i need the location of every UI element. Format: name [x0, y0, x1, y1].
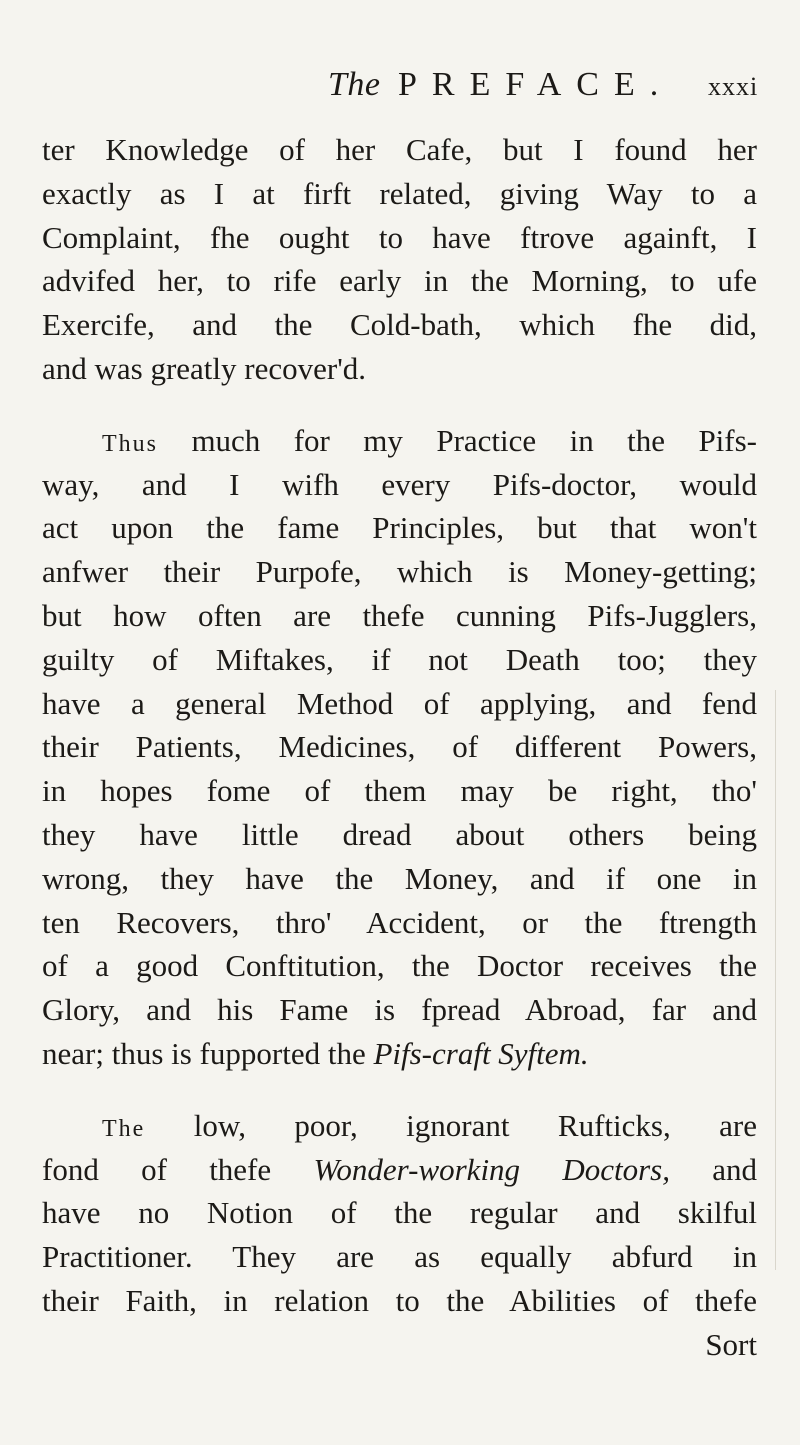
running-head-the: The	[328, 66, 381, 103]
text-fragment: much for my Practice in the Pifs-	[191, 422, 758, 458]
text-line: have no Notion of the regular and skilful	[42, 1195, 757, 1231]
text-fragment: and	[712, 1151, 758, 1187]
text-line: in hopes fome of them may be right, tho'	[42, 773, 757, 809]
text-fragment: low, poor, ignorant Rufticks, are	[193, 1107, 757, 1143]
text-line: ter Knowledge of her Cafe, but I found her	[42, 132, 757, 167]
text-line: exactly as I at firft related, giving Way to a	[42, 175, 757, 211]
page-number: xxxi	[708, 72, 759, 101]
catchword: Sort	[705, 1326, 757, 1362]
text-line: have a general Method of applying, and fend	[42, 685, 757, 721]
small-caps-word: Thus	[102, 430, 158, 457]
body-text	[42, 128, 757, 1367]
text-line: their Faith, in relation to the Abilities of thefe	[42, 1282, 757, 1318]
text-line: Exercife, and the Cold-bath, which fhe did,	[42, 307, 757, 343]
text-line: ten Recovers, thro' Accident, or the ftrength	[42, 904, 757, 940]
text-line	[42, 1148, 757, 1192]
text-line: of a good Conftitution, the Doctor receives the	[42, 948, 757, 984]
text-line: way, and I wifh every Pifs-doctor, would	[42, 466, 757, 502]
text-fragment: fond of thefe	[42, 1151, 272, 1187]
text-fragment: near; thus is fupported the	[42, 1035, 366, 1071]
text-line	[42, 1104, 757, 1148]
text-line: and was greatly recover'd.	[42, 350, 367, 386]
paragraph-gap	[42, 1076, 757, 1104]
text-line: Complaint, fhe ought to have ftrove againft, I	[42, 219, 757, 255]
text-line: wrong, they have the Money, and if one in	[42, 860, 757, 896]
text-line: advifed her, to rife early in the Morning, to ufe	[42, 263, 757, 299]
page-edge-crease	[775, 690, 776, 1270]
running-head	[0, 66, 800, 116]
text-line: Glory, and his Fame is fpread Abroad, far and	[42, 992, 757, 1028]
text-line: anfwer their Purpofe, which is Money-getting;	[42, 554, 757, 590]
text-line: they have little dread about others being	[42, 816, 757, 852]
text-line: Practitioner. They are as equally abfurd in	[42, 1239, 757, 1275]
italic-phrase: Wonder-working Doctors,	[313, 1151, 670, 1187]
running-head-title: PREFACE.	[398, 66, 674, 103]
text-line	[42, 1032, 757, 1076]
text-line: their Patients, Medicines, of different Powers,	[42, 729, 757, 765]
text-line: guilty of Miftakes, if not Death too; they	[42, 641, 757, 677]
italic-phrase: Pifs-craft Syftem.	[373, 1035, 589, 1071]
small-caps-word: The	[102, 1115, 146, 1142]
text-line	[42, 419, 757, 463]
text-line: act upon the fame Principles, but that won't	[42, 510, 757, 546]
paragraph-gap	[42, 391, 757, 419]
text-line: but how often are thefe cunning Pifs-Jugglers,	[42, 597, 757, 633]
